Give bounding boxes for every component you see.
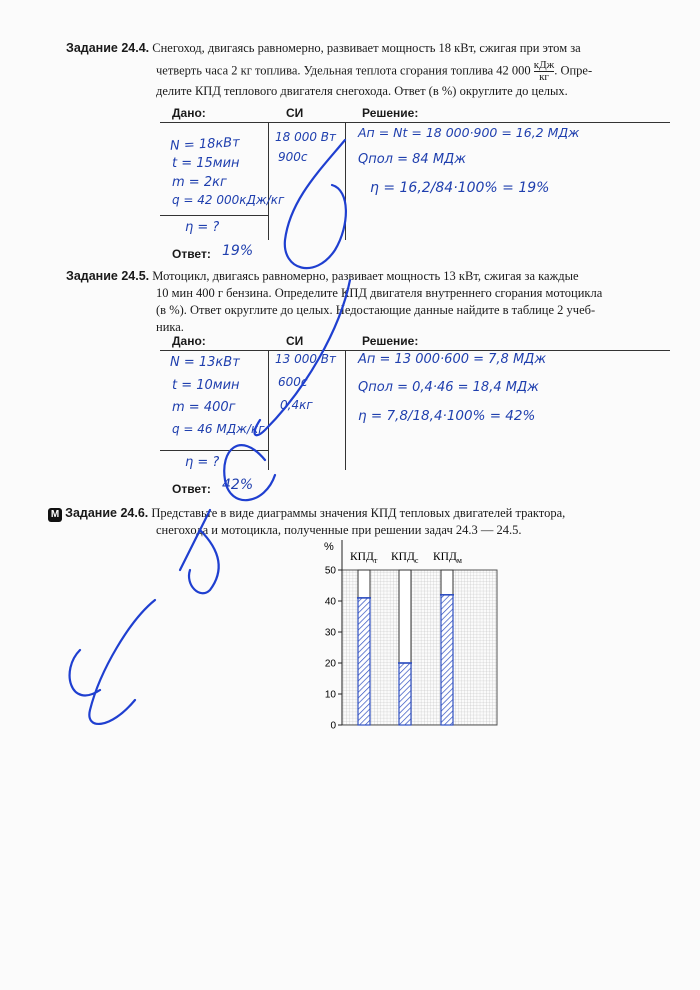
dano-header: Дано: — [172, 334, 206, 348]
unknown-efficiency: η = ? — [185, 455, 220, 470]
solution-line: Qпол = 84 МДж — [358, 152, 466, 167]
unit-numerator: кДж — [533, 59, 555, 71]
bar-category-label: $КПД_с$ — [391, 551, 419, 565]
solution-header: Решение: — [362, 334, 419, 348]
solution-line: η = 16,2/84·100% = 19% — [370, 180, 550, 196]
task-number: Задание 24.4. — [66, 41, 150, 55]
task-text: (в %). Ответ округлите до целых. Недостающие данные найдите в таблице 2 учеб- — [156, 303, 596, 317]
si-power: 18 000 Вт — [275, 130, 337, 144]
y-tick-label: 50 — [324, 565, 336, 577]
y-tick-label: 0 — [330, 720, 336, 732]
answer-value: 42% — [222, 477, 254, 493]
unit-denominator: кг — [539, 71, 549, 83]
task-text: четверть часа 2 кг топлива. Удельная теплота сгорания топлива 42 000 — [156, 63, 531, 78]
task-number: Задание 24.5. — [66, 269, 150, 283]
given-power: N = 18кВт — [169, 135, 241, 154]
task-text: Мотоцикл, двигаясь равномерно, развивает мощность 13 кВт, сжигая за каждые — [152, 269, 579, 283]
solution-line: Aп = 13 000·600 = 7,8 МДж — [358, 352, 547, 367]
si-time: 600с — [278, 375, 308, 389]
y-tick-label: 20 — [324, 658, 336, 670]
si-time: 900с — [278, 150, 308, 164]
unknown-efficiency: η = ? — [185, 220, 220, 235]
si-header: СИ — [286, 334, 304, 348]
y-tick-label: 40 — [324, 596, 336, 608]
scribble-annotation — [50, 130, 410, 750]
bar-category-label: $КПД_т$ — [350, 551, 378, 565]
y-tick-label: 30 — [324, 627, 336, 639]
solution-line: η = 7,8/18,4·100% = 42% — [358, 408, 536, 424]
task-number: Задание 24.6. — [65, 506, 149, 520]
dano-header: Дано: — [172, 106, 206, 120]
bar-value — [441, 595, 453, 725]
given-heat: q = 42 000кДж/кг — [172, 193, 285, 207]
given-time: t = 10мин — [172, 378, 240, 393]
task-text: Представьте в виде диаграммы значения КПД тепловых двигателей трактора, — [151, 506, 566, 520]
method-badge-icon: M — [48, 508, 62, 522]
task-text: снегохода и мотоцикла, полученные при решении задач 24.3 — 24.5. — [156, 523, 522, 537]
solution-header: Решение: — [362, 106, 419, 120]
table-top-line — [160, 122, 670, 123]
given-heat: q = 46 МДж/кг — [172, 422, 265, 436]
bar-category-label: $КПД_м$ — [433, 551, 462, 565]
y-axis-label: % — [324, 541, 334, 553]
y-tick-label: 10 — [324, 689, 336, 701]
answer-label: Ответ: — [172, 482, 211, 496]
answer-label: Ответ: — [172, 247, 211, 261]
solution-line: Qпол = 0,4·46 = 18,4 МДж — [358, 380, 539, 395]
task-text: 10 мин 400 г бензина. Определите КПД двигателя внутреннего сгорания мотоцикла — [156, 286, 603, 300]
si-header: СИ — [286, 106, 304, 120]
given-power: N = 13кВт — [170, 355, 240, 370]
given-time: t = 15мин — [172, 156, 240, 171]
si-mass: 0,4кг — [280, 398, 313, 412]
answer-value: 19% — [222, 243, 254, 259]
task-text: . Опре- — [554, 63, 593, 78]
task-text: делите КПД теплового двигателя снегохода. Ответ (в %) округлите до целых. — [156, 84, 568, 98]
task-text: ника. — [156, 320, 184, 334]
given-mass: m = 2кг — [172, 175, 227, 190]
task-24-4-statement — [66, 40, 666, 100]
task-text: Снегоход, двигаясь равномерно, развивает мощность 18 кВт, сжигая при этом за — [152, 41, 581, 55]
solution-line: Aп = Nt = 18 000·900 = 16,2 МДж — [358, 125, 580, 140]
given-mass: m = 400г — [172, 400, 236, 415]
si-power: 13 000 Вт — [275, 352, 337, 366]
